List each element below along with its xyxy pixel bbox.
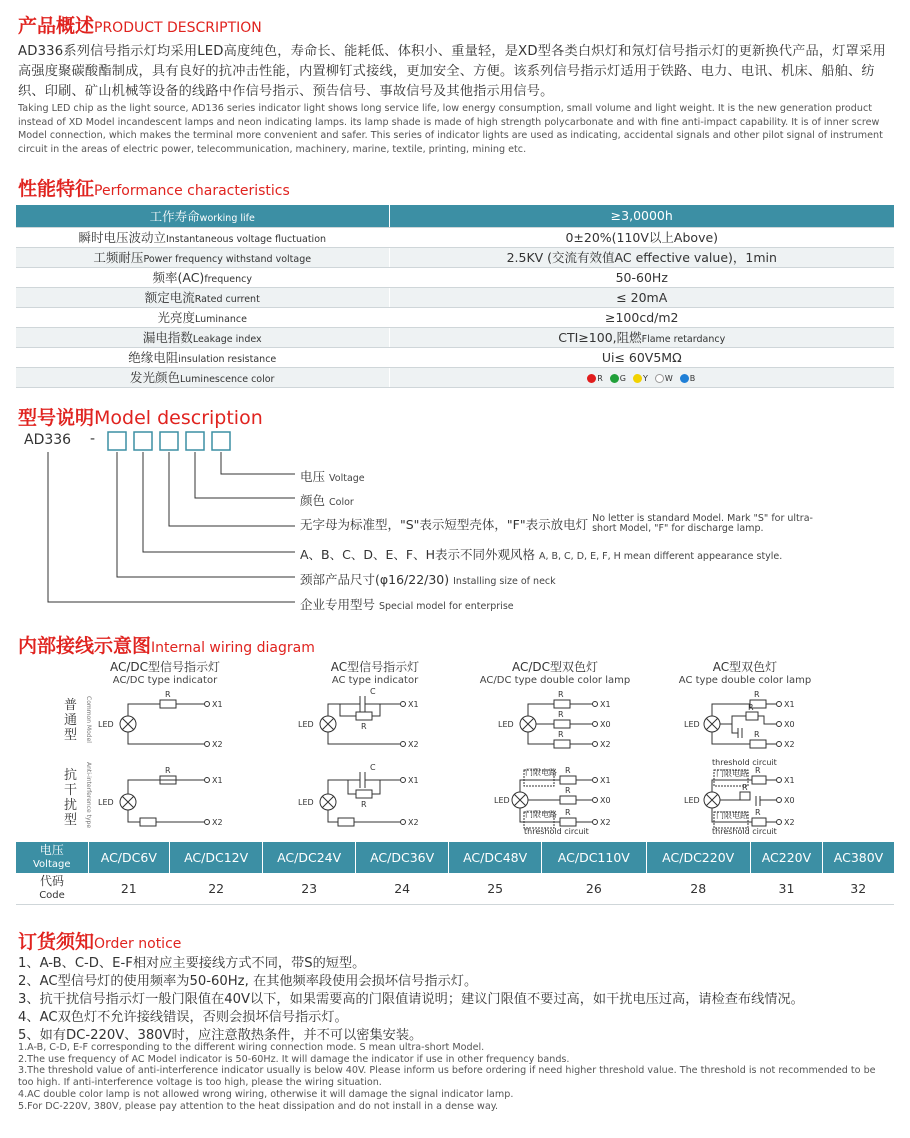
model-dash: - [90, 431, 96, 447]
table-row: 代码 Code 21 22 23 24 25 26 28 31 32 [16, 873, 894, 904]
svg-text:R: R [754, 730, 760, 739]
diagram-title-acdc-double: AC/DC型双色灯 AC/DC type double color lamp [479, 660, 631, 686]
svg-text:threshold circuit: threshold circuit [712, 758, 777, 767]
svg-text:R: R [165, 690, 171, 699]
led-label: LED [98, 720, 114, 729]
svg-text:R: R [361, 800, 367, 809]
order-notes-en: 1.A-B, C-D, E-F corresponding to the different wiring connection mode. S mean ultra-short Model. 2.The use frequency of AC Model indicator is 50-60Hz. It will damage the indicator if use in other frequency bands. 3.The threshold value of anti-interference indicator usually is below 40V. Please inform us before ordering if need higher threshold value. The threshold is not recommended to be too high. If anti-interference voltage is too high, please the wiring situation. 4.AC double color lamp is not allowed wrong wiring, otherwise it will damage the signal indicator lamp. 5.For DC-220V, 380V, please pay attention to the heat dissipation and do not install in a dense way. [18, 1042, 876, 1112]
svg-text:R: R [742, 783, 748, 792]
svg-text:LED: LED [684, 720, 700, 729]
table-row: 额定电流Rated current ≤ 20mA [16, 287, 894, 307]
svg-text:X2: X2 [600, 740, 611, 749]
diagram-title-ac-double: AC型双色灯 AC type double color lamp [678, 660, 812, 686]
svg-text:R: R [361, 722, 367, 731]
voltage-code-table [16, 842, 894, 905]
row-label-anti-en: Anti-interference type [85, 762, 92, 829]
performance-section-title: 性能特征Performance characteristics [18, 178, 290, 200]
svg-text:LED: LED [494, 796, 510, 805]
table-row: 发光颜色Luminescence color R G Y W B [16, 367, 894, 387]
model-line-type: 无字母为标准型，"S"表示短型壳体，"F"表示放电灯 No letter is standard Model. Mark "S" for ultra-short Model, "F" for discharge lamp. [300, 513, 813, 534]
svg-text:X0: X0 [784, 720, 795, 729]
svg-text:LED: LED [298, 798, 314, 807]
svg-text:X2: X2 [784, 818, 795, 827]
svg-text:R: R [755, 766, 761, 775]
svg-text:门限电路: 门限电路 [525, 810, 557, 819]
svg-text:X0: X0 [784, 796, 795, 805]
table-row: 瞬时电压波动立Instantaneous voltage fluctuation 0±20%(110V以上Above) [16, 227, 894, 247]
svg-text:R: R [565, 786, 571, 795]
table-row: 光亮度Luminance ≥100cd/m2 [16, 307, 894, 327]
svg-text:X1: X1 [600, 776, 611, 785]
svg-text:C: C [370, 687, 376, 696]
product-desc-cn: AD336系列信号指示灯均采用LED高度纯色，寿命长、能耗低、体积小、重量轻，是XD型各类白炽灯和氖灯信号指示灯的更新换代产品，灯罩采用高强度聚碳酸酯制成，具有良好的抗冲击性能，内置柳钉式接线，更加安全、方便。该系列信号指示灯适用于铁路、电力、电讯、机床、船舶、纺织、印刷、矿山机械等设备的线路中作信号指示、预告信号、事故信号及其他指示用信号。 [18, 44, 886, 99]
table-row: 绝缘电阻insulation resistance Ui≤ 60V5MΩ [16, 347, 894, 367]
svg-text:R: R [565, 766, 571, 775]
row-label-anti: 抗干扰型 [64, 768, 78, 828]
model-line-style: A、B、C、D、E、F、H表示不同外观风格 A, B, C, D, E, F, H mean different appearance style. [300, 547, 783, 562]
model-line-enterprise: 企业专用型号 Special model for enterprise [300, 597, 514, 612]
svg-text:threshold circuit: threshold circuit [524, 827, 589, 836]
color-legend: R G Y W B [389, 367, 894, 387]
svg-text:X0: X0 [600, 720, 611, 729]
svg-text:R: R [558, 730, 564, 739]
svg-text:X1: X1 [408, 776, 419, 785]
diagram-title-acdc: AC/DC型信号指示灯 AC/DC type indicator [109, 660, 221, 686]
table-row: 电压 Voltage AC/DC6V AC/DC12V AC/DC24V AC/DC36V AC/DC48V AC/DC110V AC/DC220V AC220V AC380V [16, 842, 894, 873]
order-item-cn-2: 2、AC型信号灯的使用频率为50-60Hz, 在其他频率段使用会损坏信号指示灯。 [18, 974, 478, 989]
model-code: AD336 [24, 432, 72, 448]
svg-text:R: R [165, 766, 171, 775]
svg-text:门限电路: 门限电路 [525, 768, 557, 777]
model-line-voltage: 电压 Voltage [300, 469, 365, 484]
svg-text:门限电路: 门限电路 [716, 769, 748, 778]
svg-text:X2: X2 [784, 740, 795, 749]
table-row: 工作寿命working life ≥3,0000h [16, 205, 894, 227]
svg-text:X1: X1 [784, 776, 795, 785]
svg-text:threshold circuit: threshold circuit [712, 827, 777, 836]
svg-text:LED: LED [98, 798, 114, 807]
svg-text:X2: X2 [600, 818, 611, 827]
svg-text:R: R [754, 690, 760, 699]
svg-text:R: R [558, 710, 564, 719]
svg-text:X1: X1 [212, 776, 223, 785]
svg-text:LED: LED [298, 720, 314, 729]
order-item-cn-1: 1、A-B、C-D、E-F相对应主要接线方式不同，带S的短型。 [18, 956, 366, 971]
svg-text:R: R [755, 808, 761, 817]
row-label-common-en: Common Model [85, 696, 92, 743]
svg-text:R: R [558, 690, 564, 699]
svg-text:R: R [565, 808, 571, 817]
svg-text:X1: X1 [212, 700, 223, 709]
svg-text:R: R [748, 703, 754, 712]
svg-text:X2: X2 [212, 740, 223, 749]
svg-text:X2: X2 [408, 818, 419, 827]
svg-text:X0: X0 [600, 796, 611, 805]
table-row: 工频耐压Power frequency withstand voltage 2.5KV (交流有效值AC effective value)，1min [16, 247, 894, 267]
svg-text:门限电路: 门限电路 [716, 811, 748, 820]
order-section-title: 订货须知Order notice [18, 931, 182, 953]
row-label-common: 普通型 [64, 698, 78, 743]
wiring-section-title: 内部接线示意图Internal wiring diagram [18, 635, 315, 657]
table-row: 漏电指数Leakage index CTI≥100,阻燃Flame retardancy [16, 327, 894, 347]
svg-text:X2: X2 [408, 740, 419, 749]
svg-text:LED: LED [498, 720, 514, 729]
product-section-title: 产品概述PRODUCT DESCRIPTION [18, 15, 262, 37]
order-item-cn-3: 3、抗干扰信号指示灯一般门限值在40V以下，如果需要高的门限值请说明；建议门限值不要过高，如干扰电压过高，请检查布线情况。 [18, 992, 804, 1007]
order-item-cn-5: 5、如有DC-220V、380V时，应注意散热条件，并不可以密集安装。 [18, 1028, 423, 1043]
model-line-neck: 颈部产品尺寸(φ16/22/30) Installing size of neck [300, 572, 556, 587]
svg-text:C: C [370, 763, 376, 772]
svg-text:X1: X1 [784, 700, 795, 709]
product-desc-en: Taking LED chip as the light source, AD136 series indicator light shows long service life, low energy consumption, small volume and light weight. It is the new generation product instead of XD Model incandescent lamps and neon indicating lamps. its lamp shade is made of high strength polycarbonate and with fine anti-impact capability. It is of inner screw Model connection, which makes the terminal more convenient and safer. This series of indicator lights are used as indicating, accidental signals and other pilot signal of instrument circuit in the areas of electric power, telecommunication, machinery, marine, textile, printing, mining etc. [18, 103, 883, 155]
svg-text:LED: LED [684, 796, 700, 805]
table-row: 频率(AC)frequency 50-60Hz [16, 267, 894, 287]
order-item-cn-4: 4、AC双色灯不允许接线错误，否则会损坏信号指示灯。 [18, 1010, 348, 1025]
svg-text:X2: X2 [212, 818, 223, 827]
svg-text:X1: X1 [600, 700, 611, 709]
model-section-title: 型号说明Model description [18, 407, 263, 429]
svg-text:X1: X1 [408, 700, 419, 709]
model-line-color: 颜色 Color [300, 493, 354, 508]
diagram-title-ac: AC型信号指示灯 AC type indicator [330, 660, 420, 686]
